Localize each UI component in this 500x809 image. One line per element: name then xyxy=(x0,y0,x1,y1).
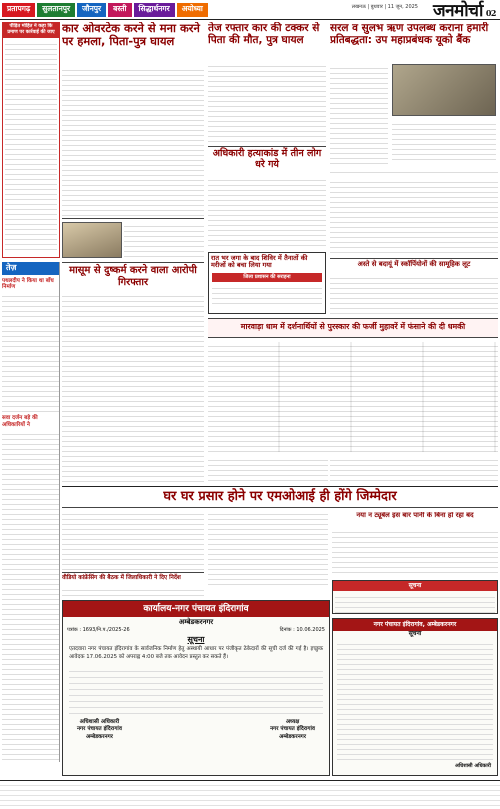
theft-story-body xyxy=(330,274,498,314)
text-column xyxy=(2,430,59,760)
section-tab[interactable]: बस्ती xyxy=(108,3,131,17)
loot-story-header xyxy=(208,318,498,338)
bank-story-body xyxy=(330,178,498,256)
bank-event-photo xyxy=(392,64,496,116)
loot-story-body xyxy=(208,342,498,452)
crime-story-header xyxy=(62,262,204,290)
text-column xyxy=(5,40,57,250)
signatory-title: अध्यक्ष xyxy=(285,718,300,725)
brief-title: तेज़ xyxy=(2,262,59,275)
main-story-body xyxy=(62,66,204,216)
dm-story-header xyxy=(62,572,204,584)
inset-headline: रात भर जगा के बाद शिविर में तैनातों की मरीजों को बचा लिया गया xyxy=(211,254,308,270)
signatory-place: अम्बेडकरनगर xyxy=(85,733,113,740)
officer-story-header xyxy=(208,146,326,174)
signatory-title: अधिशासी अधिकारी xyxy=(79,718,120,725)
water-story-body xyxy=(332,528,498,576)
section-tab[interactable]: सुलतानपुर xyxy=(37,3,75,17)
officer-headline: अधिकारी हत्याकांड में तीन लोग धरे गये xyxy=(212,148,322,170)
sidebar-box-body xyxy=(3,38,59,252)
main-story-header xyxy=(62,22,204,66)
section-tab[interactable]: सिद्धार्थनगर xyxy=(134,3,175,17)
signatory-place: अम्बेडकरनगर xyxy=(279,733,307,740)
water-story-header xyxy=(332,512,498,526)
text-column xyxy=(335,593,495,614)
divider xyxy=(62,218,204,219)
notice-box xyxy=(332,580,498,614)
notice-title: सूचना xyxy=(333,581,497,591)
crime-story-body xyxy=(62,292,204,482)
water-headline: नया न ट्यूबेल इस बार पानी के बिना हो रहा बंद xyxy=(356,512,474,519)
brief-headline: पथलदीप ने किया था बाँध निर्माण xyxy=(2,277,54,291)
tender-title: नगर पंचायत इंदिरागांव, अम्बेडकरनगर xyxy=(333,619,497,631)
tender-signatory: अधिशासी अधिकारी xyxy=(455,762,491,769)
tender-subtitle: सूचना xyxy=(408,630,422,638)
crime-headline: मासूम से दुष्कर्म करने वाला आरोपी गिरफ्तार xyxy=(69,265,197,288)
tender-signatures xyxy=(63,716,329,744)
tender-title: कार्यालय-नगर पंचायत इंदिरागांव xyxy=(63,601,329,617)
sidebar-box-title: पीड़ित मोहित ने कहा कि प्रमाण पर कार्रवाई की जाए xyxy=(3,23,59,38)
text-column xyxy=(2,292,59,412)
tender-body: एतदवारा नगर पंचायत इंदिरागांव के सार्वजनिक निर्माण हेतु अस्थायी आधार पर पंजीकृत ठेकेदारों की सूची दर्ज की गई है। इच्छुक आवेदक 17.06.2025 को अपराह्न 4:00 बजे तक आवेदन प्रस्तुत कर सकते हैं। xyxy=(69,646,323,660)
section-tab[interactable]: अयोध्या xyxy=(177,3,208,17)
section-tab[interactable]: जौनपुर xyxy=(77,3,106,17)
news-photo xyxy=(62,222,122,258)
theft-story-header xyxy=(330,258,498,272)
loot-headline: मारवाड़ा धाम में दर्शनार्थियों से पुरस्कार की फर्जी मुहावरें में फंसाने की दी धमकी xyxy=(240,322,466,331)
bank-story-body xyxy=(330,64,388,164)
masthead xyxy=(433,0,496,23)
mla-story-body xyxy=(62,510,204,570)
text-column xyxy=(337,640,493,762)
footer-strip xyxy=(0,780,500,809)
left-sidebar-box xyxy=(2,22,60,258)
theft-headline: अस्ते से बदायूं में स्कॉर्पियोनों की सामूहिक लूट xyxy=(357,260,471,268)
main-story-body xyxy=(124,222,204,258)
signature-block xyxy=(77,719,122,741)
accident-headline: तेज रफ्तार कार की टक्कर से पिता की मौत, पुत्र घायल xyxy=(208,22,320,47)
tender-ref: पत्रांक : 1693/नि.प./2025-26 xyxy=(67,627,130,634)
tender-date: दिनांक : 10.06.2025 xyxy=(279,627,325,634)
brief-headline: सवा दर्जन बड़े की अधिकारियों ने xyxy=(2,415,38,428)
tender-ref-row xyxy=(63,626,329,635)
loot-story-body xyxy=(330,456,498,484)
bank-story-header xyxy=(330,22,498,62)
tender-notice-left xyxy=(62,600,330,776)
dm-headline: वीडियो कांफ्रेंसिंग की बैठक में जिलाधिकारी ने दिए निर्देश xyxy=(62,575,181,581)
inset-box xyxy=(208,252,326,314)
loot-story-body xyxy=(208,456,328,484)
tender-notice-label: सूचना xyxy=(187,634,205,644)
text-column xyxy=(212,284,322,306)
accident-story-body xyxy=(208,62,326,142)
mla-headline: घर घर प्रसार होने पर एमओआई ही होंगे जिम्मेदार xyxy=(163,489,397,504)
section-tabs xyxy=(2,3,210,17)
masthead-title: जनमोर्चा xyxy=(433,1,483,21)
bank-headline: सरल व सुलभ ऋण उपलब्ध कराना हमारी प्रतिबद्धता: उप महाप्रबंधक यूको बैंक xyxy=(330,22,489,47)
tender-subtitle: अम्बेडकरनगर xyxy=(178,618,214,627)
signature-block xyxy=(270,719,315,741)
left-brief-column xyxy=(2,262,60,762)
bank-story-body xyxy=(330,168,498,176)
accident-story-header xyxy=(208,22,326,62)
date-line: लखनऊ | बुधवार | 11 जून, 2025 xyxy=(351,4,418,10)
text-column xyxy=(69,666,323,714)
page-number: 02 xyxy=(485,8,496,18)
signatory-office: नगर पंचायत इंदिरागांव xyxy=(270,726,315,733)
tender-notice-right xyxy=(332,618,498,776)
main-headline: कार ओवरटेक करने से मना करने पर हमला, पिता-पुत्र घायल xyxy=(62,22,200,49)
mla-story-body xyxy=(208,510,328,586)
top-bar xyxy=(0,0,500,20)
officer-story-body xyxy=(208,176,326,248)
bank-story-body xyxy=(392,120,496,164)
inset-subhead: जिला प्रशासन की सराहना xyxy=(212,273,322,282)
mla-story-header xyxy=(62,486,498,508)
dm-story-body xyxy=(62,586,204,596)
signatory-office: नगर पंचायत इंदिरागांव xyxy=(77,726,122,733)
section-tab[interactable]: प्रतापगढ़ xyxy=(2,3,35,17)
